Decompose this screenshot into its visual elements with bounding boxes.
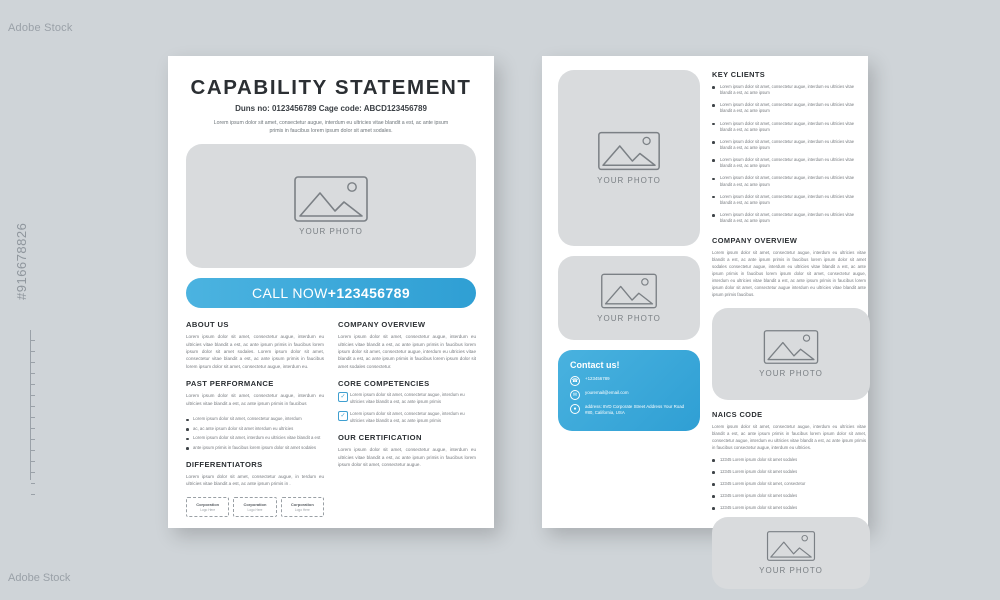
list-item-text: Lorem ipsum dolor sit amet, consectetur augue, interdum eu ultricies vitae blandit a est, ac ante ipsum primis: [350, 392, 465, 404]
list-past-performance: [186, 416, 324, 451]
photo-placeholder-label: YOUR PHOTO: [759, 566, 823, 576]
list-item-text: Lorem ipsum dolor sit amet, consectetur augue, interdum eu ultricies vitae blandit a est, ac ante ipsum primis: [350, 411, 465, 423]
list-item: Lorem ipsum dolor sit amet, consectetur augue, interdum eu ultricies vitae blandit a est, ac ante ipsum: [712, 121, 866, 133]
mail-icon: ✉: [570, 390, 580, 400]
check-icon: ✓: [338, 411, 348, 421]
image-placeholder-icon: [763, 330, 819, 364]
body-differentiators: Lorem ipsum dolor sit amet, consectetur augue, in terdum eu ultricies vitae blandit a est, ac ante ipsum primis in .: [186, 473, 324, 487]
list-item: Lorem ipsum dolor sit amet, consectetur augue, interdum eu ultricies vitae blandit a est, ac ante ipsum: [712, 212, 866, 224]
list-item: Lorem ipsum dolor sit amet, consectetur augue, interdum: [186, 416, 324, 422]
contact-phone: +123456789: [585, 376, 610, 381]
body-past-performance: Lorem ipsum dolor sit amet, consectetur augue, interdum eu ultricies vitae blandit a est, ac ante ipsum primis in faucibus: [186, 393, 324, 406]
heading-about-us: ABOUT US: [186, 320, 229, 330]
list-item: 12345 Lorem ipsum dolor sit amet sodales: [712, 457, 866, 463]
check-icon: ✓: [338, 392, 348, 402]
call-now-number: +123456789: [327, 285, 411, 302]
page-title: CAPABILITY STATEMENT: [190, 76, 472, 99]
photo-placeholder-2-right: [712, 308, 870, 400]
list-item: Lorem ipsum dolor sit amet, consectetur augue, interdum eu ultricies vitae blandit a est, ac ante ipsum: [712, 139, 866, 151]
list-item: Lorem ipsum dolor sit amet, interdum eu ultricies vitae blandit a est: [186, 435, 324, 441]
photo-placeholder-label: YOUR PHOTO: [597, 176, 661, 185]
body-company-overview-2: Lorem ipsum dolor sit amet, consectetur augue, interdum eu ultricies vitae blandit a est, ac ante ipsum primis in faucibus lorem ipsum dolor sit amet sodales consectetur augue, interdum eu ultricies vitae blandit a est, ac ante ipsum primis in faucibus lorem ipsum dolor sit amet, consectetur augue, interdum eu ultricies vitae blandit a est, ac ante ipsum primis in faucibus lorem ipsum dolor sit amet, consectetur augue interdum eu ultricies vitae blandit ante ipsum primis faucibus.: [712, 250, 866, 297]
image-placeholder-icon: [598, 131, 660, 171]
stock-asset-id: #916678826: [14, 222, 29, 300]
heading-naics: NAICS CODE: [712, 409, 763, 419]
list-item: ac, ac ante ipsum dolor sit amet interdum eu ultricies: [186, 426, 324, 432]
duns-cage-line: Duns no: 0123456789 Cage code: ABCD123456789: [235, 104, 427, 113]
heading-company-overview-2: COMPANY OVERVIEW: [712, 236, 798, 246]
cert-sub: Logo Here: [247, 507, 263, 512]
phone-icon: ☎: [571, 378, 579, 384]
contact-card: [558, 350, 700, 431]
list-item: [338, 411, 476, 424]
list-key-clients: [712, 84, 866, 224]
contact-phone-row[interactable]: [570, 376, 688, 386]
cert-name: Corporation: [196, 501, 220, 507]
cert-sub: Logo Here: [294, 507, 310, 512]
list-core-competencies: [338, 392, 476, 424]
cert-logo-slot: [186, 497, 229, 517]
cert-logo-slot: [233, 497, 276, 517]
contact-heading: Contact us!: [570, 360, 620, 370]
stock-gutter: [0, 0, 34, 600]
document-page-1: [168, 56, 494, 528]
section-company-overview-2: [712, 236, 866, 299]
list-item: 12345 Lorem ipsum dolor sit amet sodales: [712, 505, 866, 511]
photo-placeholder-2-bottom: [712, 517, 870, 589]
location-icon: ●: [570, 404, 580, 414]
list-item: Lorem ipsum dolor sit amet, consectetur augue, interdum eu ultricies vitae blandit a est, ac ante ipsum: [712, 84, 866, 96]
photo-placeholder-label: YOUR PHOTO: [597, 314, 661, 323]
page1-right-column: [338, 320, 476, 517]
heading-company-overview: COMPANY OVERVIEW: [338, 320, 426, 330]
contact-address: address: 8VD Corporate Street Address Your Road #80, California, USA: [585, 404, 685, 416]
list-item: 12345 Lorem ipsum dolor sit amet sodales: [712, 469, 866, 475]
stock-watermark-top: Adobe Stock: [8, 22, 73, 34]
heading-past-performance: PAST PERFORMANCE: [186, 379, 274, 389]
list-item: 12345 Lorem ipsum dolor sit amet, consectetur: [712, 481, 866, 487]
list-item: Lorem ipsum dolor sit amet, consectetur augue, interdum eu ultricies vitae blandit a est, ac ante ipsum: [712, 194, 866, 206]
image-placeholder-icon: [766, 531, 816, 561]
heading-core-competencies: CORE COMPETENCIES: [338, 379, 430, 389]
body-naics: Lorem ipsum dolor sit amet, consectetur augue, interdum eu ultricies vitae blandit a est, ac ante ipsum primis in faucibus lorem ipsum dolor sit amet, consectetur augue, interdum eu ultricies vitae blandit a est, ac ante ipsum primis in faucibus consectetur augue, interdum eu ultricies.: [712, 423, 866, 450]
intro-paragraph: Lorem ipsum dolor sit amet, consectetur augue, interdum eu ultricies vitae blandit a est, ac ante ipsum primis in faucibus lorem ipsum dolor sit amet sodales.: [213, 120, 449, 135]
document-page-2: [542, 56, 868, 576]
heading-differentiators: DIFFERENTIATORS: [186, 459, 263, 469]
list-naics-codes: [712, 457, 866, 512]
image-placeholder-icon: [294, 176, 368, 222]
cert-name: Corporation: [290, 501, 314, 507]
section-naics: [712, 410, 866, 512]
stock-watermark-bottom: Adobe Stock: [8, 572, 71, 584]
contact-email: youremail@email.com: [585, 390, 629, 395]
call-now-label: CALL NOW: [251, 285, 328, 302]
page1-left-column: [186, 320, 324, 517]
contact-email-row[interactable]: [570, 390, 688, 400]
body-about-us: Lorem ipsum dolor sit amet, consectetur augue, interdum eu ultricies vitae blandit a est, ac ante ipsum primis in faucibus lorem ipsum dolor sit amet sodales. Lorem ipsum dolor sit amet, consectetur vitae blandit a est, ac ante ipsum primis in faucibus lorem ipsum dolor sit amet, consectetur augue, interdum eu.: [186, 334, 324, 369]
page2-right-column: [712, 70, 866, 589]
heading-our-certification: OUR CERTIFICATION: [338, 433, 422, 443]
list-item: Lorem ipsum dolor sit amet, consectetur augue, interdum eu ultricies vitae blandit a est, ac ante ipsum: [712, 157, 866, 169]
call-now-banner[interactable]: [186, 278, 476, 308]
body-company-overview: Lorem ipsum dolor sit amet, consectetur augue, interdum eu ultricies vitae blandit a est, ac ante ipsum primis in faucibus lorem ipsum dolor sit amet, consectetur augue, interdum eu ultricies vitae blandit a est, ac ante ipsum primis in faucibus lorem ipsum dolor sit amet sodales consectetur.: [338, 334, 476, 369]
stock-ruler: [30, 330, 37, 480]
heading-key-clients: KEY CLIENTS: [712, 70, 766, 79]
page2-left-column: [558, 70, 700, 589]
list-item: Lorem ipsum dolor sit amet, consectetur augue, interdum eu ultricies vitae blandit a est, ac ante ipsum: [712, 102, 866, 114]
list-item: [338, 392, 476, 405]
list-item: ante ipsum primis in faucibus lorem ipsum dolor sit amet sodales: [186, 445, 324, 451]
cert-logo-slot: [281, 497, 324, 517]
photo-placeholder-label: YOUR PHOTO: [759, 368, 823, 378]
photo-placeholder-label: YOUR PHOTO: [299, 227, 363, 237]
list-item: Lorem ipsum dolor sit amet, consectetur augue, interdum eu ultricies vitae blandit a est, ac ante ipsum: [712, 175, 866, 187]
photo-placeholder-main: [186, 144, 476, 268]
image-placeholder-icon: [601, 273, 657, 309]
cert-name: Corporation: [243, 501, 267, 507]
list-item: 12345 Lorem ipsum dolor sit amet sodales: [712, 493, 866, 499]
contact-address-row: [570, 404, 688, 417]
photo-placeholder-2-top: [558, 70, 700, 246]
cert-sub: Logo Here: [200, 507, 216, 512]
photo-placeholder-2-mid: [558, 256, 700, 340]
body-our-certification: Lorem ipsum dolor sit amet, consectetur augue, interdum eu ultricies vitae blandit a est, ac ante ipsum primis in faucibus lorem ipsum dolor sit amet, consectetur augue.: [338, 447, 476, 467]
certification-logo-row: [186, 497, 324, 517]
